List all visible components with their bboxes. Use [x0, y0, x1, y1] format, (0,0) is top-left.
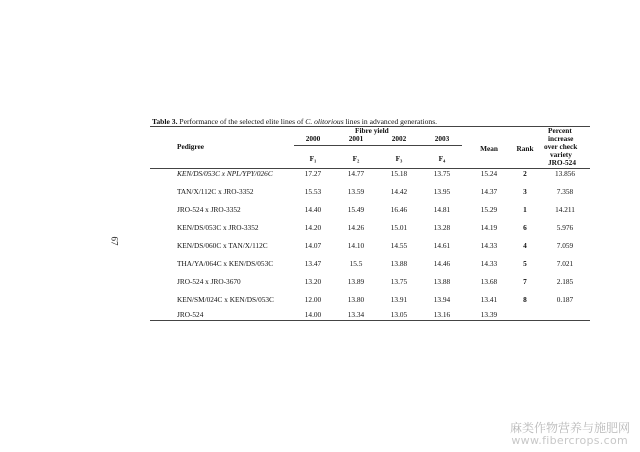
- header-percent-4: variety: [550, 150, 572, 159]
- header-fibre-yield: Fibre yield: [355, 126, 389, 135]
- header-mean: Mean: [480, 144, 498, 153]
- cell-2003: 13.75: [433, 169, 451, 178]
- cell-percent: 13.856: [554, 169, 576, 178]
- caption-text-before: Performance of the selected elite lines of: [177, 117, 306, 126]
- header-pedigree: Pedigree: [177, 142, 205, 151]
- header-percent-5: JRO-524: [548, 158, 576, 167]
- cell-pedigree: THA/YA/064C x KEN/DS/053C: [177, 259, 274, 268]
- cell-pedigree: KEN/DS/053C x NPL/YPY/026C: [177, 169, 273, 178]
- header-percent-2: increase: [548, 134, 574, 143]
- header-gen-f1: F₁: [309, 154, 317, 163]
- cell-2001: 14.10: [347, 241, 365, 250]
- cell-mean: 15.24: [480, 169, 498, 178]
- cell-mean: 13.39: [480, 310, 498, 319]
- cell-rank: 7: [523, 277, 527, 286]
- header-gen-f2: F₂: [352, 154, 360, 163]
- watermark-url: www.fibercrops.com: [511, 434, 628, 447]
- cell-pedigree: JRO-524 x JRO-3352: [177, 205, 241, 214]
- cell-2002: 13.91: [390, 295, 408, 304]
- cell-rank: 4: [523, 241, 527, 250]
- cell-2003: 14.46: [433, 259, 451, 268]
- cell-2000: 15.53: [304, 187, 322, 196]
- cell-percent: 7.059: [556, 241, 574, 250]
- cell-pedigree: TAN/X/112C x JRO-3352: [177, 187, 254, 196]
- cell-percent: 7.358: [556, 187, 574, 196]
- cell-pedigree: JRO-524: [177, 310, 204, 319]
- cell-2000: 13.47: [304, 259, 322, 268]
- cell-pedigree: JRO-524 x JRO-3670: [177, 277, 241, 286]
- cell-2003: 13.94: [433, 295, 451, 304]
- caption-label: Table 3.: [152, 117, 178, 126]
- cell-2000: 14.07: [304, 241, 322, 250]
- cell-2002: 15.01: [390, 223, 408, 232]
- cell-2001: 14.26: [347, 223, 365, 232]
- cell-2001: 13.80: [347, 295, 365, 304]
- cell-2000: 17.27: [304, 169, 322, 178]
- cell-percent: 14.211: [555, 205, 575, 214]
- cell-rank: 8: [523, 295, 527, 304]
- cell-pedigree: KEN/DS/053C x JRO-3352: [177, 223, 259, 232]
- cell-2002: 13.05: [390, 310, 408, 319]
- header-percent-3: over check: [544, 142, 578, 151]
- cell-rank: 3: [523, 187, 527, 196]
- cell-mean: 14.19: [480, 223, 498, 232]
- header-year-2001: 2001: [348, 134, 364, 143]
- cell-2001: 13.89: [347, 277, 365, 286]
- header-percent-1: Percent: [548, 126, 572, 135]
- cell-percent: 5.976: [556, 223, 574, 232]
- cell-mean: 13.41: [480, 295, 498, 304]
- table-caption: [152, 117, 437, 126]
- caption-species: C. olitorious: [305, 117, 344, 126]
- cell-2003: 13.88: [433, 277, 451, 286]
- cell-2000: 12.00: [304, 295, 322, 304]
- cell-2000: 14.00: [304, 310, 322, 319]
- cell-rank: 5: [523, 259, 527, 268]
- cell-percent: 2.185: [556, 277, 574, 286]
- cell-percent: 0.187: [556, 295, 574, 304]
- cell-2001: 14.77: [347, 169, 365, 178]
- cell-2003: 13.95: [433, 187, 451, 196]
- watermark-chinese: 麻类作物营养与施肥网: [509, 421, 630, 435]
- cell-2003: 13.28: [433, 223, 451, 232]
- cell-2000: 13.20: [304, 277, 322, 286]
- cell-2001: 15.49: [347, 205, 365, 214]
- cell-mean: 13.68: [480, 277, 498, 286]
- cell-2003: 14.61: [433, 241, 451, 250]
- cell-2003: 14.81: [433, 205, 451, 214]
- header-gen-f4: F₄: [438, 154, 446, 163]
- cell-rank: 1: [523, 205, 527, 214]
- cell-2002: 13.88: [390, 259, 408, 268]
- cell-pedigree: KEN/SM/024C x KEN/DS/053C: [177, 295, 274, 304]
- caption-text-after: lines in advanced generations.: [343, 117, 438, 126]
- cell-2002: 14.55: [390, 241, 408, 250]
- header-year-2002: 2002: [391, 134, 407, 143]
- cell-2001: 15.5: [349, 259, 363, 268]
- cell-2001: 13.34: [347, 310, 365, 319]
- cell-2001: 13.59: [347, 187, 365, 196]
- cell-2002: 16.46: [390, 205, 408, 214]
- header-rank: Rank: [516, 144, 534, 153]
- cell-2002: 13.75: [390, 277, 408, 286]
- header-year-2000: 2000: [305, 134, 321, 143]
- cell-2003: 13.16: [433, 310, 451, 319]
- header-year-2003: 2003: [434, 134, 450, 143]
- header-gen-f3: F₃: [395, 154, 403, 163]
- cell-rank: 6: [523, 223, 527, 232]
- cell-pedigree: KEN/DS/060C x TAN/X/112C: [177, 241, 268, 250]
- cell-mean: 15.29: [480, 205, 498, 214]
- bottom-rule: [150, 320, 590, 321]
- cell-2000: 14.20: [304, 223, 322, 232]
- cell-mean: 14.33: [480, 259, 498, 268]
- header-sub-rule: [294, 145, 462, 146]
- cell-2002: 14.42: [390, 187, 408, 196]
- cell-2000: 14.40: [304, 205, 322, 214]
- cell-mean: 14.33: [480, 241, 498, 250]
- cell-2002: 15.18: [390, 169, 408, 178]
- cell-mean: 14.37: [480, 187, 498, 196]
- page-number: 67: [109, 236, 120, 246]
- cell-rank: 2: [523, 169, 527, 178]
- cell-percent: 7.021: [556, 259, 574, 268]
